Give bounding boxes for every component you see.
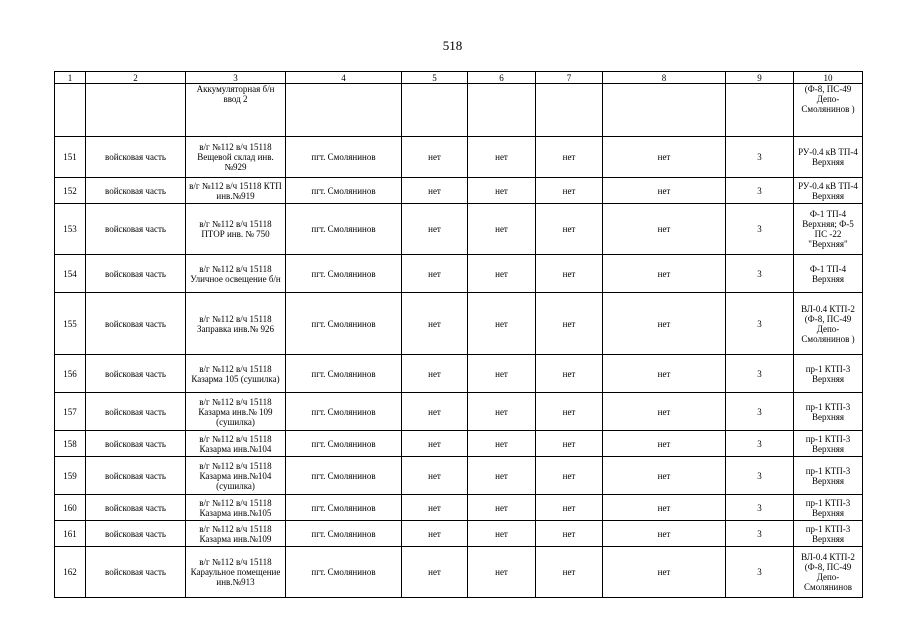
page-number: 518 xyxy=(442,38,463,53)
col5-cell: нет xyxy=(402,495,468,521)
table-row xyxy=(55,393,863,431)
col5-cell: нет xyxy=(402,293,468,355)
location-cell: пгт. Смолянинов xyxy=(286,178,402,204)
col6-cell: нет xyxy=(468,495,536,521)
location-cell: пгт. Смолянинов xyxy=(286,204,402,255)
power-source-cell: пр-1 КТП-3 Верхняя xyxy=(794,393,863,431)
table-row xyxy=(55,204,863,255)
col5-cell: нет xyxy=(402,547,468,598)
col8-cell: нет xyxy=(603,137,726,178)
col7-cell xyxy=(536,84,603,137)
row-number-cell: 154 xyxy=(55,255,86,293)
table-row xyxy=(55,431,863,457)
power-source-cell: пр-1 КТП-3 Верхняя xyxy=(794,495,863,521)
row-number-cell: 156 xyxy=(55,355,86,393)
row-number-cell: 162 xyxy=(55,547,86,598)
row-number-cell: 159 xyxy=(55,457,86,495)
col6-cell xyxy=(468,84,536,137)
col7-cell: нет xyxy=(536,204,603,255)
power-source-cell: Ф-1 ТП-4 Верхняя; Ф-5 ПС -22 "Верхняя" xyxy=(794,204,863,255)
location-cell: пгт. Смолянинов xyxy=(286,431,402,457)
col8-cell: нет xyxy=(603,457,726,495)
owner-cell: войсковая часть xyxy=(86,495,186,521)
col6-cell: нет xyxy=(468,355,536,393)
owner-cell: войсковая часть xyxy=(86,393,186,431)
row-number-cell: 158 xyxy=(55,431,86,457)
column-number: 6 xyxy=(468,72,536,84)
table-row xyxy=(55,521,863,547)
column-number: 7 xyxy=(536,72,603,84)
column-number: 5 xyxy=(402,72,468,84)
object-cell: в/г №112 в/ч 15118 Казарма инв.№ 109 (сушилка) xyxy=(186,393,286,431)
owner-cell: войсковая часть xyxy=(86,178,186,204)
category-cell: 3 xyxy=(726,293,794,355)
col8-cell: нет xyxy=(603,521,726,547)
location-cell: пгт. Смолянинов xyxy=(286,457,402,495)
object-cell: в/г №112 в/ч 15118 Вещевой склад инв.№929 xyxy=(186,137,286,178)
category-cell: 3 xyxy=(726,204,794,255)
object-cell: в/г №112 в/ч 15118 Казарма инв.№104 xyxy=(186,431,286,457)
row-number-cell: 160 xyxy=(55,495,86,521)
table-row xyxy=(55,457,863,495)
col8-cell xyxy=(603,84,726,137)
table-row xyxy=(55,255,863,293)
column-number: 4 xyxy=(286,72,402,84)
owner-cell: войсковая часть xyxy=(86,547,186,598)
owner-cell: войсковая часть xyxy=(86,355,186,393)
col7-cell: нет xyxy=(536,393,603,431)
table-row xyxy=(55,137,863,178)
object-cell: Аккумуляторная б/н ввод 2 xyxy=(186,84,286,137)
col8-cell: нет xyxy=(603,293,726,355)
column-number: 3 xyxy=(186,72,286,84)
col6-cell: нет xyxy=(468,521,536,547)
col5-cell: нет xyxy=(402,137,468,178)
owner-cell: войсковая часть xyxy=(86,255,186,293)
category-cell: 3 xyxy=(726,457,794,495)
table-row xyxy=(55,547,863,598)
col6-cell: нет xyxy=(468,204,536,255)
power-source-cell: ВЛ-0.4 КТП-2 (Ф-8, ПС-49 Депо-Смолянинов xyxy=(794,547,863,598)
col7-cell: нет xyxy=(536,431,603,457)
col5-cell: нет xyxy=(402,255,468,293)
owner-cell: войсковая часть xyxy=(86,293,186,355)
col8-cell: нет xyxy=(603,178,726,204)
table-row xyxy=(55,84,863,137)
row-number-cell: 151 xyxy=(55,137,86,178)
category-cell: 3 xyxy=(726,393,794,431)
row-number-cell xyxy=(55,84,86,137)
col8-cell: нет xyxy=(603,431,726,457)
col6-cell: нет xyxy=(468,431,536,457)
power-source-cell: пр-1 КТП-3 Верхняя xyxy=(794,457,863,495)
col7-cell: нет xyxy=(536,178,603,204)
col6-cell: нет xyxy=(468,457,536,495)
row-number-cell: 157 xyxy=(55,393,86,431)
location-cell: пгт. Смолянинов xyxy=(286,521,402,547)
col6-cell: нет xyxy=(468,293,536,355)
owner-cell: войсковая часть xyxy=(86,431,186,457)
col6-cell: нет xyxy=(468,393,536,431)
col7-cell: нет xyxy=(536,255,603,293)
object-cell: в/г №112 в/ч 15118 Казарма инв.№109 xyxy=(186,521,286,547)
column-number: 10 xyxy=(794,72,863,84)
col5-cell xyxy=(402,84,468,137)
col7-cell: нет xyxy=(536,457,603,495)
power-source-cell: РУ-0.4 кВ ТП-4 Верхняя xyxy=(794,178,863,204)
category-cell: 3 xyxy=(726,355,794,393)
object-cell: в/г №112 в/ч 15118 Казарма инв.№104 (сушилка) xyxy=(186,457,286,495)
row-number-cell: 155 xyxy=(55,293,86,355)
category-cell: 3 xyxy=(726,547,794,598)
column-number: 1 xyxy=(55,72,86,84)
category-cell: 3 xyxy=(726,495,794,521)
owner-cell xyxy=(86,84,186,137)
col6-cell: нет xyxy=(468,547,536,598)
col6-cell: нет xyxy=(468,178,536,204)
object-cell: в/г №112 в/ч 15118 Караульное помещение инв.№913 xyxy=(186,547,286,598)
col8-cell: нет xyxy=(603,547,726,598)
col8-cell: нет xyxy=(603,355,726,393)
category-cell: 3 xyxy=(726,178,794,204)
col8-cell: нет xyxy=(603,204,726,255)
location-cell: пгт. Смолянинов xyxy=(286,137,402,178)
col7-cell: нет xyxy=(536,495,603,521)
power-source-cell: пр-1 КТП-3 Верхняя xyxy=(794,521,863,547)
owner-cell: войсковая часть xyxy=(86,137,186,178)
object-cell: в/г №112 в/ч 15118 КТП инв.№919 xyxy=(186,178,286,204)
col7-cell: нет xyxy=(536,521,603,547)
document-table xyxy=(54,71,863,598)
power-source-cell: пр-1 КТП-3 Верхняя xyxy=(794,431,863,457)
column-number: 2 xyxy=(86,72,186,84)
object-cell: в/г №112 в/ч 15118 Казарма 105 (сушилка) xyxy=(186,355,286,393)
category-cell xyxy=(726,84,794,137)
col6-cell: нет xyxy=(468,137,536,178)
owner-cell: войсковая часть xyxy=(86,457,186,495)
object-cell: в/г №112 в/ч 15118 Заправка инв.№ 926 xyxy=(186,293,286,355)
row-number-cell: 153 xyxy=(55,204,86,255)
location-cell xyxy=(286,84,402,137)
col8-cell: нет xyxy=(603,255,726,293)
col8-cell: нет xyxy=(603,393,726,431)
col7-cell: нет xyxy=(536,137,603,178)
power-source-cell: РУ-0.4 кВ ТП-4 Верхняя xyxy=(794,137,863,178)
location-cell: пгт. Смолянинов xyxy=(286,393,402,431)
object-cell: в/г №112 в/ч 15118 Уличное освещение б/н xyxy=(186,255,286,293)
power-source-cell: пр-1 КТП-3 Верхняя xyxy=(794,355,863,393)
category-cell: 3 xyxy=(726,521,794,547)
power-source-cell: Ф-1 ТП-4 Верхняя xyxy=(794,255,863,293)
table-row xyxy=(55,495,863,521)
owner-cell: войсковая часть xyxy=(86,204,186,255)
location-cell: пгт. Смолянинов xyxy=(286,255,402,293)
object-cell: в/г №112 в/ч 15118 Казарма инв.№105 xyxy=(186,495,286,521)
col5-cell: нет xyxy=(402,204,468,255)
column-number: 9 xyxy=(726,72,794,84)
category-cell: 3 xyxy=(726,431,794,457)
table-row xyxy=(55,178,863,204)
col5-cell: нет xyxy=(402,355,468,393)
owner-cell: войсковая часть xyxy=(86,521,186,547)
location-cell: пгт. Смолянинов xyxy=(286,293,402,355)
object-cell: в/г №112 в/ч 15118 ПТОР инв. № 750 xyxy=(186,204,286,255)
location-cell: пгт. Смолянинов xyxy=(286,355,402,393)
power-source-cell: (Ф-8, ПС-49 Депо-Смолянинов ) xyxy=(794,84,863,137)
location-cell: пгт. Смолянинов xyxy=(286,547,402,598)
col5-cell: нет xyxy=(402,178,468,204)
row-number-cell: 152 xyxy=(55,178,86,204)
col5-cell: нет xyxy=(402,393,468,431)
category-cell: 3 xyxy=(726,255,794,293)
col5-cell: нет xyxy=(402,457,468,495)
category-cell: 3 xyxy=(726,137,794,178)
row-number-cell: 161 xyxy=(55,521,86,547)
table-row xyxy=(55,293,863,355)
column-number-row xyxy=(55,72,863,84)
col7-cell: нет xyxy=(536,293,603,355)
power-source-cell: ВЛ-0.4 КТП-2 (Ф-8, ПС-49 Депо-Смолянинов ) xyxy=(794,293,863,355)
col7-cell: нет xyxy=(536,547,603,598)
col8-cell: нет xyxy=(603,495,726,521)
table-row xyxy=(55,355,863,393)
column-number: 8 xyxy=(603,72,726,84)
col6-cell: нет xyxy=(468,255,536,293)
location-cell: пгт. Смолянинов xyxy=(286,495,402,521)
col5-cell: нет xyxy=(402,521,468,547)
col5-cell: нет xyxy=(402,431,468,457)
col7-cell: нет xyxy=(536,355,603,393)
